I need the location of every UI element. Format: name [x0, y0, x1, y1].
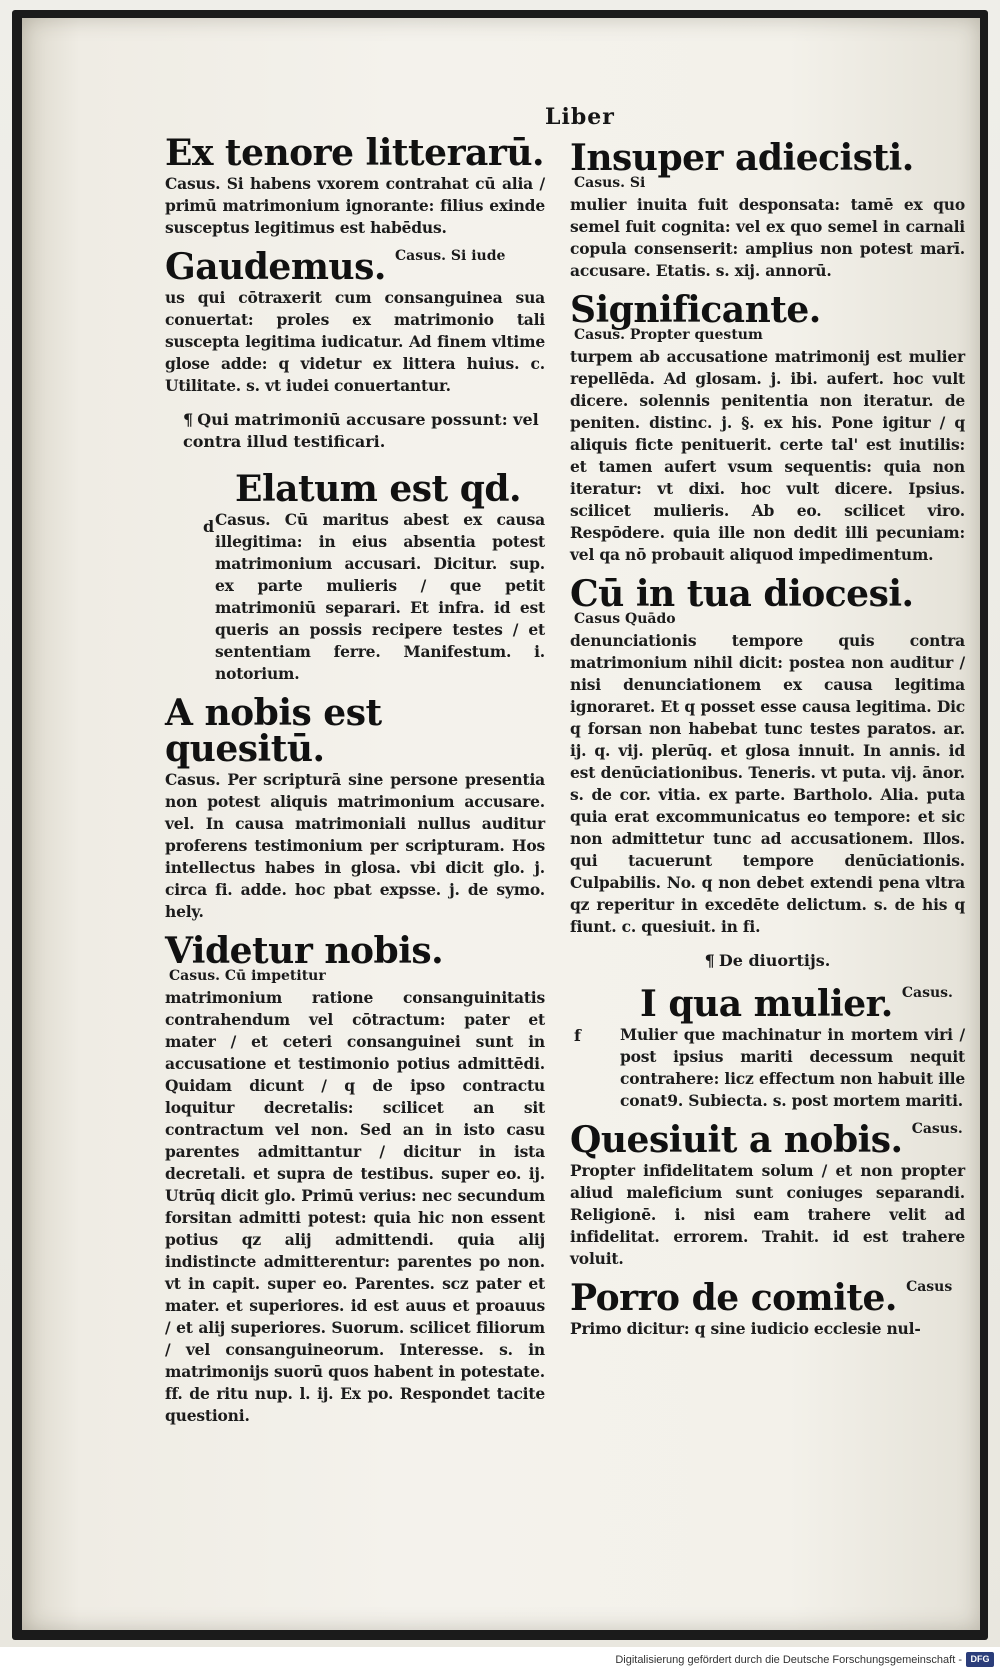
entry-casus: Casus.: [911, 1121, 963, 1137]
rubric: [570, 950, 965, 972]
margin-letter: f: [574, 1026, 581, 1045]
entry-body: Casus. Per scripturā sine persone presentia non potest aliquis matrimonium accusare. vel. In causa matrimoniali nullus auditur proferens testimonium per scripturam. Hos intellectus habes in glosa. vbi dicit glo. j. circa fi. adde. hoc pbat expsse. j. de symo. hely.: [165, 770, 545, 921]
entry-head: [570, 573, 965, 628]
entry-body: Mulier que machinatur in mortem viri / post ipsius mariti decessum nequit contrahere: licz effectum non habuit ille conat9. Subiecta. s. post mortem mariti.: [620, 1025, 965, 1110]
entry: [570, 1119, 965, 1270]
entry-title: Cū in tua diocesi.: [570, 573, 914, 615]
entry-head: [570, 289, 965, 344]
entry: [570, 983, 965, 1112]
entry-head: [165, 692, 545, 770]
entry: [570, 573, 965, 938]
entry-title: Elatum est qd.: [235, 468, 522, 510]
entry-body: mulier inuita fuit desponsata: tamē ex quo semel fuit cognita: vel ex quo semel in carnali copula consenserit: amplius non potest marī. accusare. Etatis. s. xij. annorū.: [570, 195, 965, 280]
entry-body: matrimonium ratione consanguinitatis contrahendum vel cōtractum: pater et mater / et ceteri consanguinei sunt in accusatione et testimonio potius admittēdi. Quidam dicunt / q de ipso contractu loquitur decretalis: scilicet an sit contractum vel non. Sed an in isto casu parentes admittantur / dicitur in ista decretali. et supra de testibus. super eo. ij. Utrūq dicit glo. Primū verius: nec secundum forsitan admitti potest: quia hic non essent potius qz alij admittendi. quia alij indistincte admitterentur: parentes po non. vt in capit. super eo. Parentes. scz pater et mater. et superiores. id est auus et proauus / et alij superiores. Suorum. scilicet filiorum / vel consanguineorum. Interesse. s. in matrimonijs suorū quos habent in potestate. ff. de ritu nup. l. ij. Ex po. Respondet tacite questioni.: [165, 988, 545, 1425]
left-column: [165, 132, 545, 1437]
margin-letter: d: [203, 517, 215, 536]
entry: [165, 468, 545, 685]
entry-head: [570, 137, 965, 192]
entry-casus: Casus. Cū impetitur: [169, 968, 326, 984]
entry: [165, 692, 545, 923]
entry-title: I qua mulier.: [640, 983, 893, 1025]
entry-title: A nobis est quesitū.: [165, 692, 382, 770]
entry: [570, 289, 965, 566]
entry: [570, 137, 965, 282]
entry-casus: Casus: [906, 1279, 953, 1295]
entry: [570, 1277, 965, 1340]
entry-title: Videtur nobis.: [165, 930, 444, 972]
entry-head: [165, 468, 545, 510]
rubric-text: De diuortijs.: [718, 951, 831, 970]
dfg-logo: DFG: [966, 1652, 994, 1667]
entry-casus: Casus.: [901, 985, 953, 1001]
entry-casus: Casus Quādo: [574, 611, 676, 627]
entry-title: Ex tenore litterarū.: [165, 132, 545, 174]
entry-body: Propter infidelitatem solum / et non propter aliud maleficium sunt coniuges separandi. Religionē. i. nisi eam trahere velit ad infidelitat. errorem. Trahit. id est trahere voluit.: [570, 1161, 965, 1268]
pilcrow-icon: ¶: [183, 410, 194, 429]
entry-title: Quesiuit a nobis.: [570, 1119, 903, 1161]
running-title: Liber: [545, 104, 615, 130]
footer-credit: Digitalisierung gefördert durch die Deutsche Forschungsgemeinschaft -: [615, 1654, 962, 1666]
right-column: [570, 137, 965, 1350]
entry-title: Insuper adiecisti.: [570, 137, 914, 179]
entry: [165, 132, 545, 239]
rubric-text: Qui matrimoniū accusare possunt: vel contra illud testificari.: [183, 410, 539, 451]
entry-body: us qui cōtraxerit cum consanguinea sua conuertat: proles ex matrimonio tali suscepta legitima iudicatur. Ad finem vltime glose adde: q videtur ex littera huius. c. Utilitate. s. vt iudei conuertantur.: [165, 288, 545, 395]
entry-casus: Casus. Propter questum: [574, 327, 763, 343]
entry-title: Gaudemus.: [165, 246, 386, 288]
entry: [165, 930, 545, 1427]
entry-casus: Casus. Si iude: [394, 248, 506, 264]
entry-title: Significante.: [570, 289, 821, 331]
pilcrow-icon: ¶: [704, 951, 715, 970]
entry-body: Primo dicitur: q sine iudicio ecclesie nul-: [570, 1319, 921, 1338]
entry-body: Casus. Si habens vxorem contrahat cū alia / primū matrimonium ignorante: filius exinde susceptus legitimus est habēdus.: [165, 174, 545, 237]
entry-body: denunciationis tempore quis contra matrimonium nihil dicit: postea non auditur / nisi denunciationem ex causa legitima ignoraret. Et q posset esse causa legitima. Dic q forsan non habebat tunc testes paratos. ar. ij. q. vij. plerūq. et glosa innuit. In annis. id est denūciationibus. Teneris. vt puta. vij. ānor. s. de cor. vitia. ex parte. Bartholo. Alia. puta quia erat excommunicatus eo tempore: et sic non admittetur tunc ad accusationem. Illos. qui tacuerunt tempore denūciationis. Culpabilis. No. q non debet extendi pena vltra qz reperitur in excedēte delictum. s. de his q fiunt. c. quesiuit. in fi.: [570, 631, 965, 936]
entry-head: [165, 132, 545, 174]
rubric: [183, 409, 545, 453]
entry-head: [165, 930, 545, 985]
entry-casus: Casus. Si: [574, 175, 646, 191]
entry-body: Casus. Cū maritus abest ex causa illegitima: in eius absentia potest matrimonium accusari. Dicitur. sup. ex parte mulieris / que petit matrimoniū separari. Et infra. id est queris an possis recipere testes / et sententiam ferre. Manifestum. i. notorium.: [215, 510, 545, 683]
entry-body: turpem ab accusatione matrimonij est mulier repellēda. Ad glosam. j. ibi. aufert. hoc vult dicere. solennis penitentia non iteratur. de peniten. distinc. j. §. ex his. Pone igitur / q aliquis ficte penituerit. certe tal' est inutilis: et tamen aufert vsum sequentis: quia non iteratur: vt dixi. hoc vult dicere. Ipsius. scilicet mulieris. Ab eo. scilicet viro. Respōdere. quia ille non dedit illi pecuniam: vel qa nō probauit aliquod impedimentum.: [570, 347, 965, 564]
footer: [0, 1647, 1000, 1675]
entry: [165, 246, 545, 397]
entry-head: [570, 983, 965, 1025]
entry-head: [570, 1119, 965, 1161]
entry-head: [570, 1277, 965, 1319]
entry-title: Porro de comite.: [570, 1277, 897, 1319]
entry-head: [165, 246, 545, 288]
